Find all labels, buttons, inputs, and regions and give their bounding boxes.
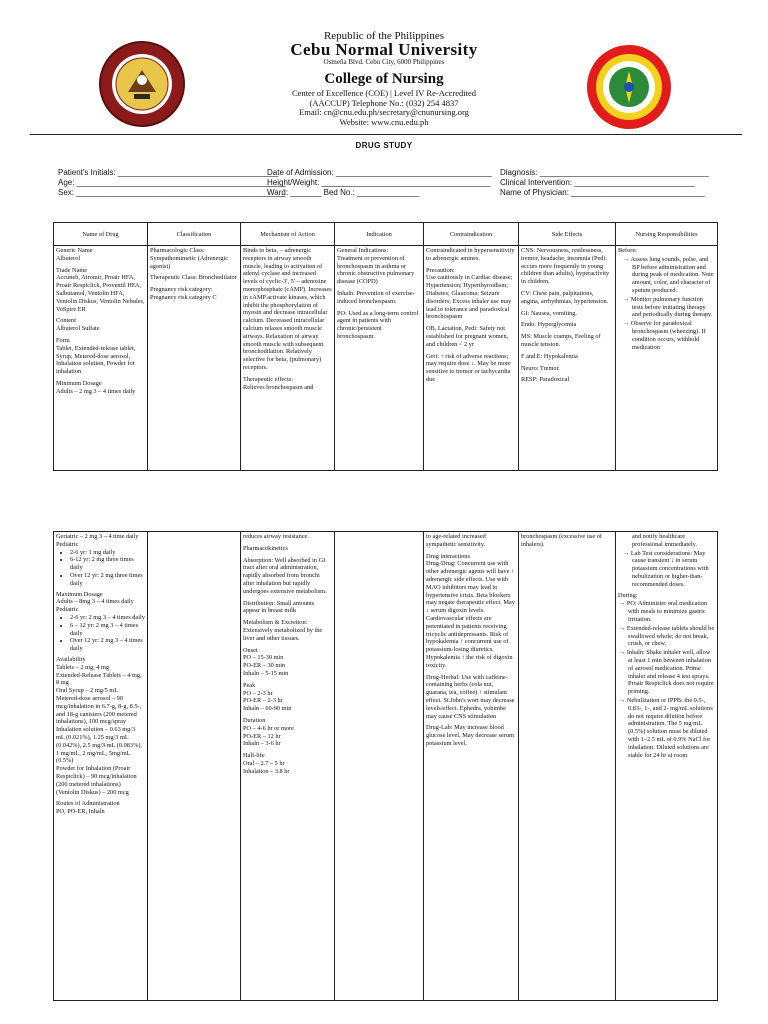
telephone-line: (AACCUP) Telephone No.: (032) 254 4837	[309, 97, 459, 108]
list-item: • 6 – 12 yr: 2 mg 3 – 4 times daily	[70, 622, 145, 638]
availability: Availability Tablets – 2 mg, 4 mg Extended-Release Tablets – 4 mg, 8 mg Oral Syrup – 2 mg/5 mL Metered-dose aerosol – 90 mcg/inhalation in 6.7-g, 8-g, 8.5-, and 18-g canisters (200 metered inhalations), 100 mcg/spray Inhalation solution – 0.63 mg/3 mL (0.021%), 1.25 mg/3 mL (0.042%), 2.5 mg/3 mL (0.083%), 1 mg/mL, 2 mg/mL, 5mg/mL (0.5%) Powder for Inhalation (Proair Respiclick) – 90 mcg/inhalation (200 metered inhalations) (Ventolin Diskus) – 200 mcg	[56, 655, 142, 796]
endo-effects: Endo: Hyperglycemia	[521, 321, 577, 329]
table-header-row	[54, 223, 718, 246]
indication-cell-cont	[335, 532, 424, 1001]
mechanism-cont: reduces airway resistance.	[243, 533, 309, 540]
drug-study-table-page2	[53, 531, 718, 1001]
precaution: Precaution: Use cautiously in Cardiac disease; Hypertension; Hyperthyroidism; Diabetes; Glaucoma; Seizure disorders; Excess inhaler use may lead to tolerance and paradoxical bronchospasm	[426, 266, 513, 321]
nursing-cell-cont	[616, 532, 718, 1001]
ms-effects: MS: Muscle cramps, Feeling of muscle tension.	[521, 333, 601, 348]
list-item: • 6-12 yr: 2 mg three times daily	[70, 556, 145, 572]
header-nursing-responsibilities: Nursing Responsibilities	[616, 223, 718, 246]
pharmacologic-class: Pharmacologic Class: Sympathomimetic (Adrenergic agonist)	[150, 247, 229, 270]
nursing-item: → Monitor pulmonary function tests before initiating therapy and periodically during therapy.	[623, 295, 713, 319]
resp-effects: RESP: Paradoxical	[521, 376, 570, 384]
side-effects-cell-cont	[519, 532, 616, 1001]
nursing-cont: and notify healthcare professional immediately.	[632, 533, 697, 548]
form-title: DRUG STUDY	[355, 141, 413, 150]
university-address: Osmeña Blvd. Cebu City, 6000 Philippines	[323, 58, 445, 66]
nursing-item: → Extended-release tablets should be swallowed whole; do not break, crush, or chew.	[619, 624, 715, 648]
metabolism: Metabolism & Excretion: Extensively metabolized by the liver and other tissues.	[243, 619, 323, 642]
nursing-item: → Assess lung sounds, pulse, and BP before administration and during peak of medication. Note amount, color, and character of sputum produced.	[623, 255, 714, 294]
cns-effects: CNS: Nervousness, restlessness, tremor, headache, insomnia (Pedi: occurs more frequently in young children than adults), hyperactivity in children.	[521, 247, 610, 286]
drug-drug: Drug interactions Drug-Drug: Concurrent use with other adrenergic agents will have ↑ adrenergic side effects. Use with MAO inhibitors may lead to hypertensive crisis. Beta blockers may negate therapeutic effect. May ↓ serum digoxin levels. Cardiovascular effects are potentiated in patients receiving tricyclic antidepressants. Risk of hypokalemia ↑ concurrent use of potassium-losing diuretics. Hypokalemia ↑ the risk of digoxin toxicity.	[426, 552, 515, 669]
header-contraindication: Contraindication	[424, 223, 519, 246]
header-side-effects: Side Effects	[519, 223, 616, 246]
gi-effects: GI: Nausea, vomiting.	[521, 309, 577, 317]
date-of-admission-field[interactable]: Date of Admission: ___________________________________	[267, 168, 492, 177]
nursing-item: → Lab Test considerations: May cause transient ↓ in serum potassium concentrations with nebulization or higher-than-recommended doses.	[623, 549, 709, 588]
table-row	[54, 532, 718, 1001]
indication-cell	[335, 246, 424, 471]
inhaln-indication: Inhaln: Prevention of exercise-induced bronchospasm.	[337, 289, 415, 305]
po-indication: PO: Used as a long-term control agent in patients with chronic/persistent bronchospasm.	[337, 309, 419, 340]
header-indication: Indication	[335, 223, 424, 246]
list-item: • Over 12 yr: 2 mg three times daily	[70, 572, 145, 588]
email-line: Email: cn@cnu.edu.ph/secretary@cnunursing.org	[299, 107, 469, 117]
university-name: Cebu Normal University	[290, 40, 478, 59]
distribution: Distribution: Small amounts appear in breast milk	[243, 599, 315, 615]
name-of-drug-cell-cont	[54, 532, 148, 1001]
contact-block	[0, 89, 768, 127]
pharmacokinetics-label: Pharmacokinetics	[243, 544, 288, 552]
diagnosis-field[interactable]: Diagnosis: ______________________________________	[500, 168, 709, 177]
contraindicated: Contraindicated in hypersensitivity to adrenergic amines.	[426, 247, 515, 262]
classification-cell	[148, 246, 241, 471]
list-item: • 2-6 yr: 1 mg daily	[70, 549, 145, 557]
contraindication-cell	[424, 246, 519, 471]
general-indications: General Indications: Treatment or prevention of bronchospasm in asthma or chronic obstructive pulmonary disease (COPD)	[337, 247, 415, 286]
header-divider	[30, 134, 742, 135]
geriatric-dosage: Geriatric – 2 mg 3 – 4 time daily	[56, 533, 139, 540]
country-line: Republic of the Philippines	[323, 30, 445, 42]
header-name-of-drug: Name of Drug	[54, 223, 148, 246]
generic-name: Generic Name Albuterol	[56, 247, 93, 262]
mechanism-cell-cont	[241, 532, 335, 1001]
drug-lab: Drug-Lab: May increase blood glucose level. May decrease serum potassium level.	[426, 724, 514, 747]
header-classification: Classification	[148, 223, 241, 246]
height-weight-field[interactable]: Height/Weight: ______________________________________	[267, 178, 491, 187]
maximum-dosage: Maximum Dosage Adults – 8mg 3 – 4 times daily Pediatric	[56, 590, 134, 614]
drug-herbal: Drug-Herbal: Use with caffeine-containing herbs (cola nut, guarana, tea, coffee) ↑ stimulant effect. St.John's wort may decrease levels/effect. Ephedra, yohimbe may cause CNS stimulation	[426, 673, 515, 720]
therapeutic-effects: Therapeutic effects: Relieves bronchospasm and	[243, 375, 314, 391]
pediatric-max-list	[56, 614, 145, 653]
physician-field[interactable]: Name of Physician: ______________________________	[500, 188, 705, 197]
contraindication-cell-cont	[424, 532, 519, 1001]
pediatric-min-list	[56, 549, 145, 588]
cv-effects: CV: Chest pain, palpitations, angina, arrhythmias, hypertension.	[521, 289, 609, 305]
website-line: Website: www.cnu.edu.ph	[339, 116, 429, 127]
sex-field[interactable]: Sex: _______________________________________________	[58, 188, 286, 197]
duration: Duration PO – 4-6 hr or more PO-ER – 12 hr Inhaln – 3-6 hr	[243, 716, 294, 748]
therapeutic-class: Therapeutic Class: Bronchodilator	[150, 274, 237, 282]
drug-study-table-page1	[53, 222, 718, 471]
absorption: Absorption: Well absorbed in GI tract after oral administration, rapidly absorbed from bronchi after inhalation but rapidly undergoes extensive metabolism.	[243, 556, 327, 595]
geri: Geri: ↑ risk of adverse reactions; may require dose ↓. May be more sensitive to tremor or tachycardia due	[426, 352, 511, 383]
half-life: Half-life Oral – 2.7 – 5 hr Inhalation – 3.8 hr	[243, 752, 290, 775]
list-item: • 2-6 yr: 2 mg 3 – 4 times daily	[70, 614, 145, 622]
patient-initials-field[interactable]: Patient's Initials: ____________________________________	[58, 168, 278, 177]
pediatric-label: Pediatric	[56, 540, 79, 548]
resp-effects-cont: bronchospasm (excessive use of inhalers).	[521, 533, 602, 548]
mechanism-cell	[241, 246, 335, 471]
age-field[interactable]: Age: _______________________________________________	[58, 178, 286, 187]
list-item: • Over 12 yr: 2 mg 3 – 4 times daily	[70, 637, 145, 653]
trade-name: Trade Name Accuneb, Airomir, Proair HFA, Proair Respiclick, Proventil HFA, Salbutamol, Ventolin HFA, Ventolin Diskus, Ventolin Nebules, VoSpire ER	[56, 266, 145, 313]
form: Form Tablet, Extended-release tablet, Syrup, Metered-dose aerosol, Inhalation solution, Powder for inhalation	[56, 336, 136, 376]
clinical-intervention-field[interactable]: Clinical Intervention: ___________________________	[500, 178, 695, 187]
accreditation-line: Center of Excellence (COE) | Level IV Re-Accredited	[292, 88, 476, 98]
peak: Peak PO – 2-3 hr PO-ER – 2-3 hr Inhaln – 60-90 min	[243, 681, 292, 713]
classification-cell-cont	[148, 532, 241, 1001]
college-name: College of Nursing	[324, 71, 444, 87]
table-row	[54, 246, 718, 471]
side-effects-cell	[519, 246, 616, 471]
minimum-dosage: Minimum Dosage Adults – 2 mg 3 – 4 times daily	[56, 379, 136, 395]
fe-effects: F and E: Hypokalemia	[521, 352, 578, 360]
pregnancy-category: Pregnancy risk category: Pregnancy risk category C	[150, 286, 217, 301]
neuro-effects: Neuro: Tremor.	[521, 364, 560, 372]
geri-cont: to age-related increased sympathetic sensitivity.	[426, 533, 486, 548]
onset: Onset PO – 15-30 min PO-ER – 30 min Inhaln – 5-15 min	[243, 646, 289, 677]
ward-bed-field[interactable]: Ward: _______ Bed No.: ______________	[267, 188, 420, 197]
routes: Routes of Administration PO, PO-ER, Inhaln	[56, 800, 120, 816]
nursing-item: → Nebulization or IPPB: the 0.5-, 0.83-, 1-, and 2- mg/mL solutions do not require dilution before administration. The 5 mg/mL (0.5%) solution must be diluted with 1–2.5 mL of 0.9% NaCl for inhalation. Diluted solutions are stable for 24 hr at room	[619, 696, 713, 759]
before-label: Before:	[618, 247, 637, 254]
mechanism-text: Binds to beta₂ – adrenergic receptors in airway smooth muscle, leading to activation of adenyl cyclase and increased levels of cyclic-3', 5' – adenosine monophosphate (cAMP). Increases in cAMP activate kinases, which inhibit the phosphorylation of myosin and decrease intracellular calcium. Decreased intracellular calcium relaxes smooth muscle airways. Relaxation of airway smooth muscle with subsequent bronchodilation. Relatively selective for beta₂ (pulmonary) receptors.	[243, 247, 332, 371]
name-of-drug-cell	[54, 246, 148, 471]
nursing-cell	[616, 246, 718, 471]
nursing-item: → Observe for paradoxical bronchospasm (wheezing). If condition occurs, withhold medication	[623, 320, 706, 351]
header-mechanism: Mechanism of Action	[241, 223, 335, 246]
content: Content Albuterol Sulfate	[56, 317, 100, 333]
ob-lactation-pedi: OB, Lactation, Pedi: Safety not established for pregnant women, and children < 2 yr	[426, 325, 509, 348]
during-label: During:	[618, 591, 638, 599]
nursing-item: → Inhaln: Shake inhaler well, allow at least 1 min between inhalation of aerosol medication. Prime inhaler and release 4 test sprays. Proair Respiclick does not require priming.	[619, 649, 714, 696]
nursing-item: → PO: Administer oral medication with meals to minimize gastric irritation.	[619, 600, 708, 623]
